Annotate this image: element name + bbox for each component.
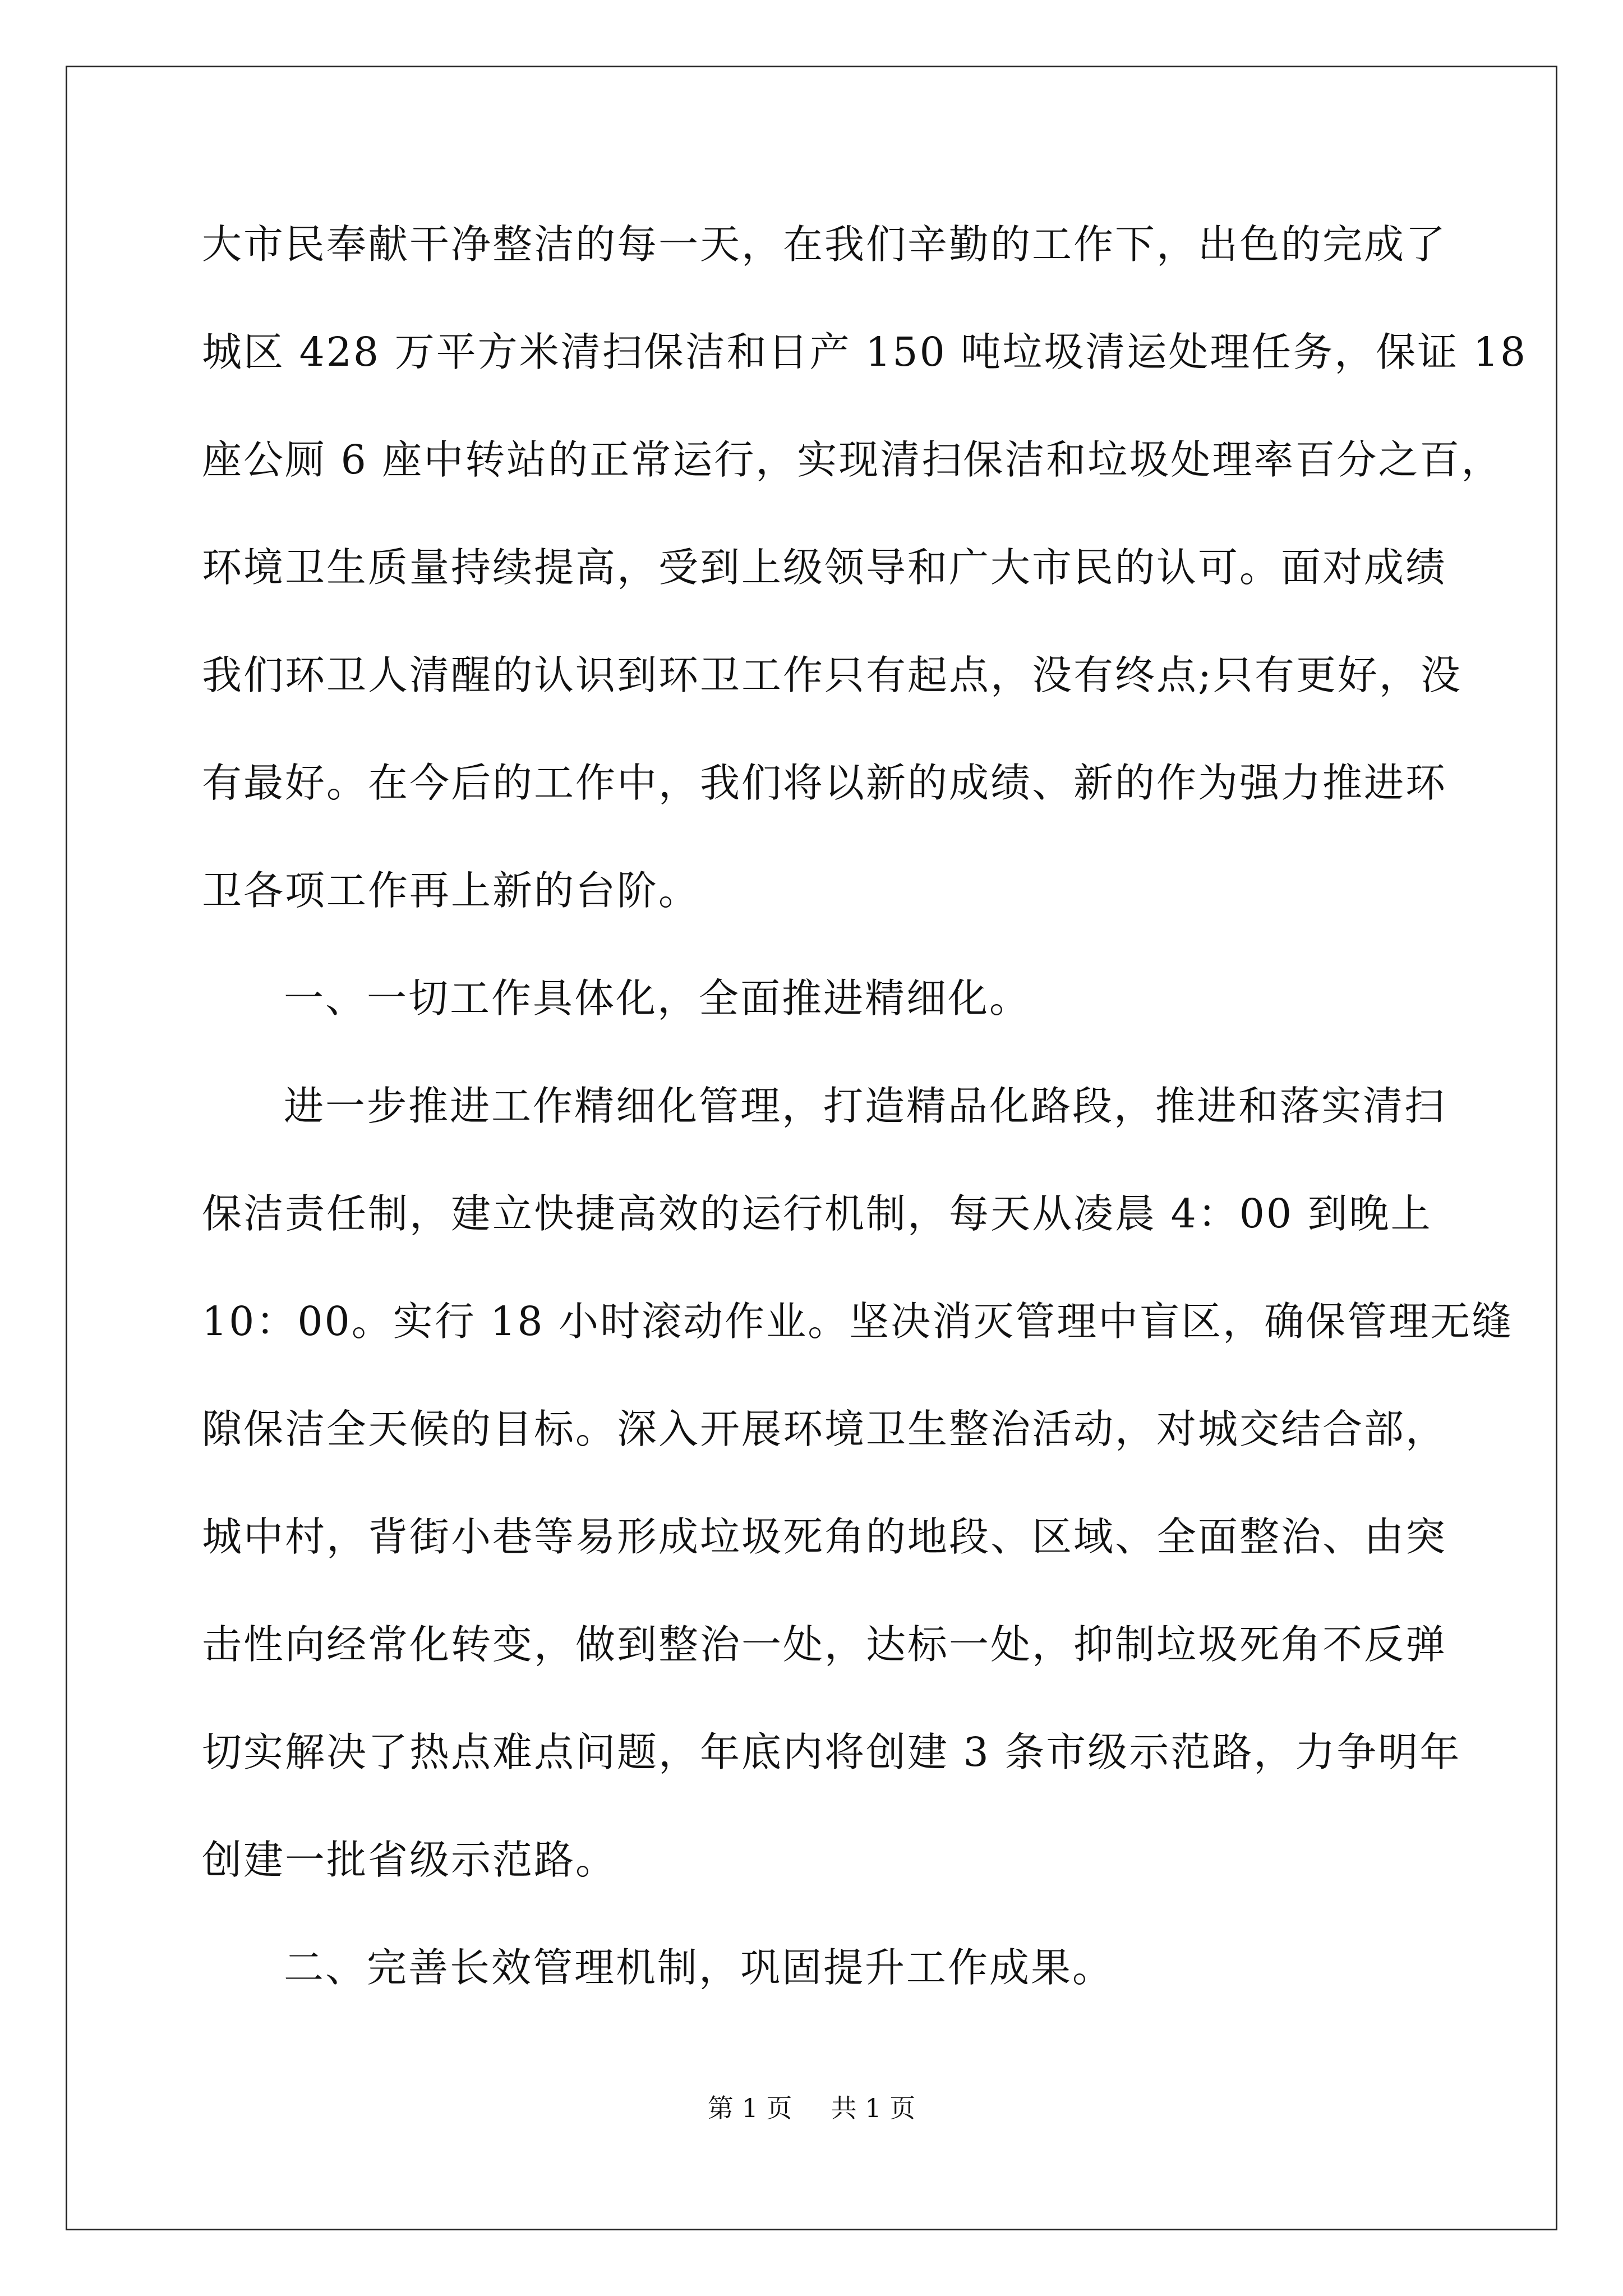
page-footer — [0, 2091, 1623, 2125]
text-line: 大市民奉献干净整洁的每一天，在我们辛勤的工作下，出色的完成了 — [202, 221, 1447, 268]
text-line: 切实解决了热点难点问题，年底内将创建 3 条市级示范路，力争明年 — [202, 1729, 1461, 1775]
text-line: 环境卫生质量持续提高，受到上级领导和广大市民的认可。面对成绩 — [202, 544, 1447, 591]
text-line: 卫各项工作再上新的台阶。 — [202, 867, 700, 914]
page-total: 共 1 页 — [831, 2093, 916, 2123]
text-line: 10：00。实行 18 小时滚动作业。坚决消灭管理中盲区，确保管理无缝 — [202, 1298, 1514, 1345]
text-line: 进一步推进工作精细化管理，打造精品化路段，推进和落实清扫 — [284, 1083, 1446, 1129]
section-heading: 二、完善长效管理机制，巩固提升工作成果。 — [284, 1944, 1114, 1991]
document-body — [202, 191, 1528, 2022]
text-line: 我们环卫人清醒的认识到环卫工作只有起点，没有终点;只有更好，没 — [202, 652, 1462, 698]
text-line: 座公厕 6 座中转站的正常运行，实现清扫保洁和垃圾处理率百分之百， — [202, 436, 1503, 483]
text-line: 创建一批省级示范路。 — [202, 1837, 617, 1883]
page-number: 第 1 页 — [707, 2093, 792, 2123]
section-heading: 一、一切工作具体化，全面推进精细化。 — [284, 975, 1031, 1022]
text-line: 击性向经常化转变，做到整治一处，达标一处，抑制垃圾死角不反弹 — [202, 1621, 1447, 1668]
text-line: 保洁责任制，建立快捷高效的运行机制，每天从凌晨 4：00 到晚上 — [202, 1190, 1432, 1237]
text-line: 隙保洁全天候的目标。深入开展环境卫生整治活动，对城交结合部， — [202, 1406, 1447, 1452]
text-line: 城中村，背街小巷等易形成垃圾死角的地段、区域、全面整治、由突 — [202, 1513, 1447, 1560]
text-line: 有最好。在今后的工作中，我们将以新的成绩、新的作为强力推进环 — [202, 760, 1447, 806]
text-line: 城区 428 万平方米清扫保洁和日产 150 吨垃圾清运处理任务，保证 18 — [202, 329, 1528, 375]
